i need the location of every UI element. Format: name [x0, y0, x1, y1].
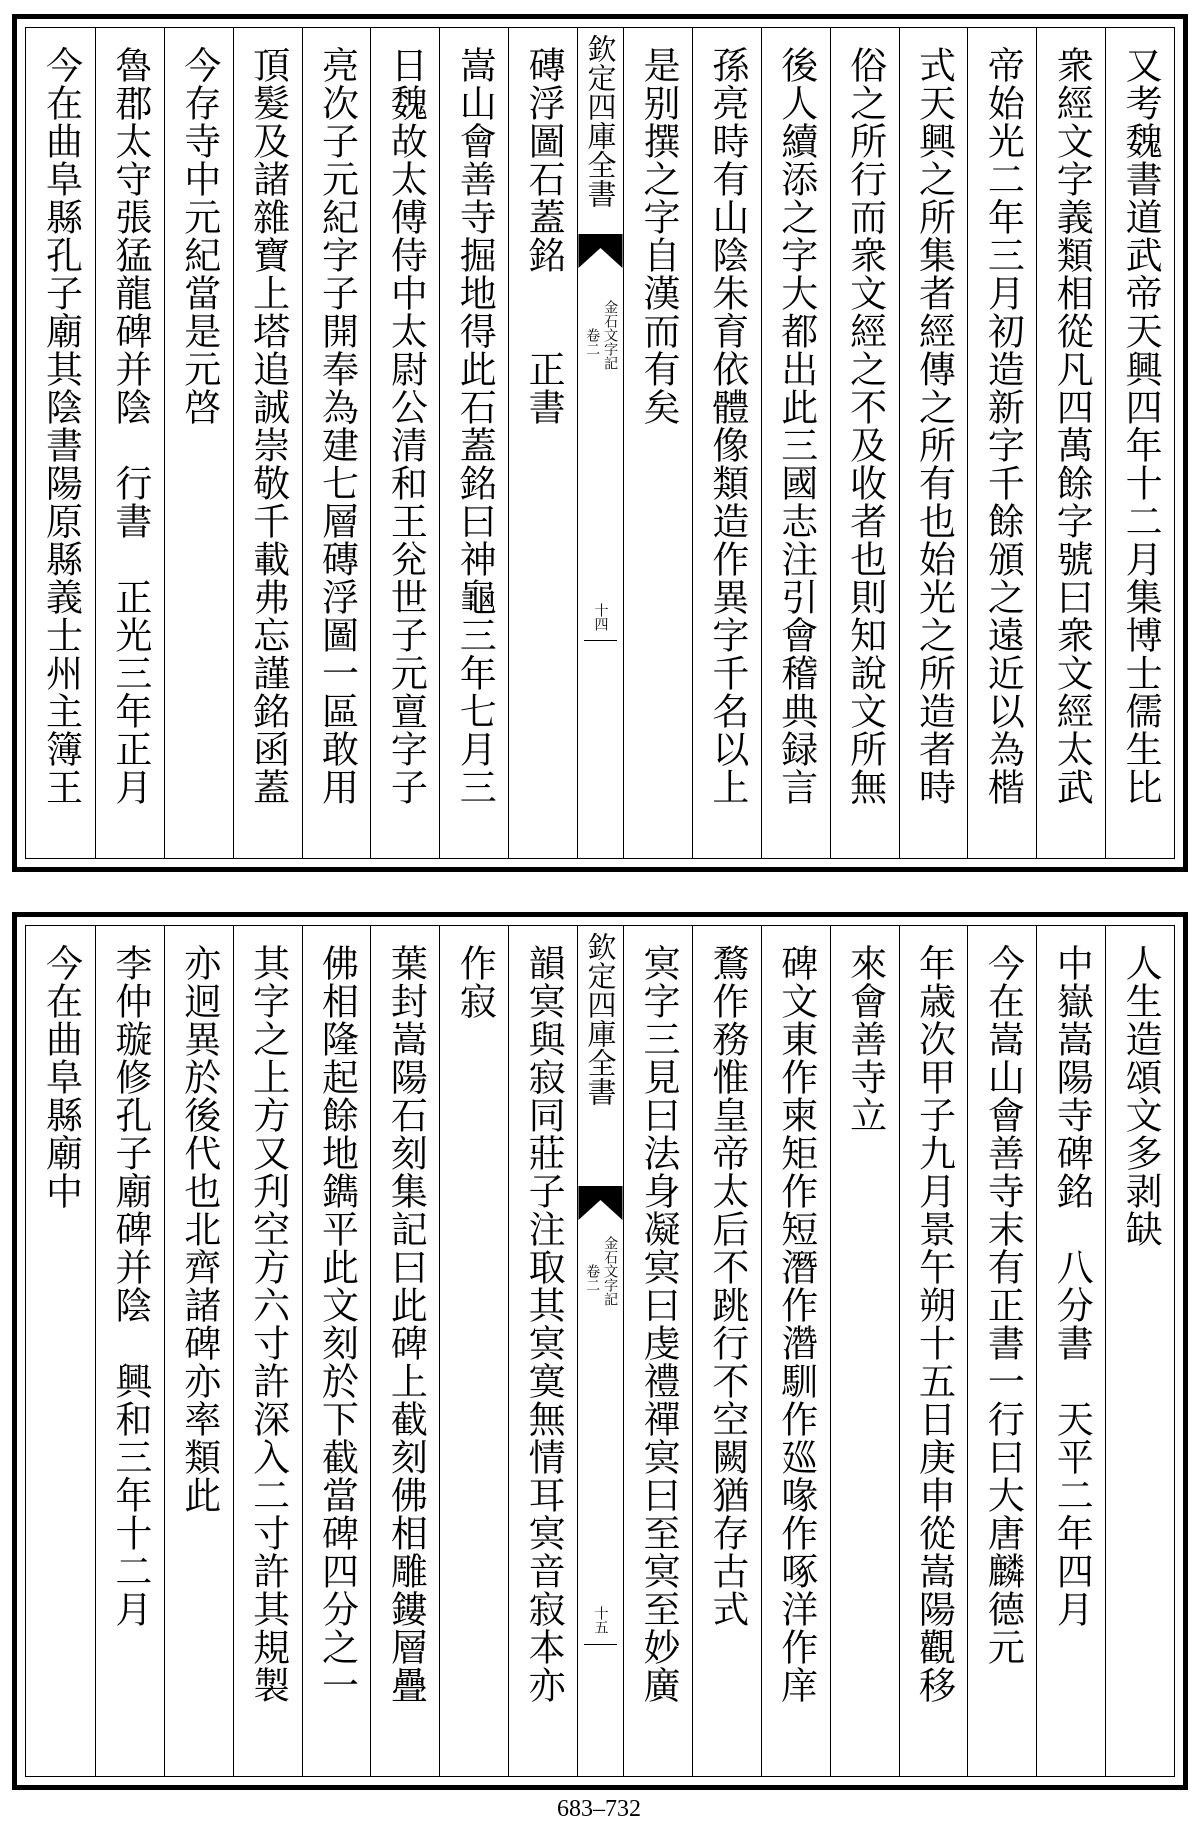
text-column: 今在嵩山會善寺末有正書一行曰大唐麟德元	[967, 926, 1036, 1776]
text-column: 今在曲阜縣孔子廟其陰書陽原縣義士州主簿王	[39, 46, 83, 806]
page-number: 十五	[592, 1606, 609, 1634]
fish-tail-mark-icon	[578, 234, 623, 268]
chapter-name: 卷二	[584, 1264, 601, 1292]
book-title: 欽定四庫全書	[583, 34, 618, 208]
text-column: 帝始光二年三月初造新字千餘頒之遠近以為楷	[967, 28, 1036, 858]
top-page	[12, 14, 1188, 872]
text-column: 今在曲阜縣廟中	[39, 944, 83, 1210]
text-column: 葉封嵩陽石刻集記曰此碑上截刻佛相雕鏤層疊	[370, 926, 439, 1776]
text-column: 磚浮圖石蓋銘 正書	[508, 28, 577, 858]
text-column: 俗之所行而衆文經之不及收者也則知說文所無	[830, 28, 899, 858]
text-column: 孫亮時有山陰朱育依體像類造作異字千名以上	[692, 28, 761, 858]
center-fold	[577, 926, 623, 1776]
page-number: 十四	[592, 603, 609, 631]
text-column: 年歳次甲子九月景午朔十五日庚申從嵩陽觀移	[899, 926, 968, 1776]
text-column: 佛相隆起餘地鐫平此文刻於下截當碑四分之一	[302, 926, 371, 1776]
book-title: 欽定四庫全書	[583, 932, 618, 1106]
text-column: 頂髮及諸雜寶上塔追誠崇敬千載弗忘謹銘函蓋	[233, 28, 302, 858]
text-column: 是别撰之字自漢而有矣	[623, 28, 692, 858]
text-column: 鶩作務惟皇帝太后不跳行不空闕猶存古式	[692, 926, 761, 1776]
center-fold	[577, 28, 623, 858]
text-column: 日魏故太傅侍中太尉公清和王兊世子元亶字子	[370, 28, 439, 858]
text-column: 作寂	[439, 926, 508, 1776]
text-column: 李仲璇修孔子廟碑并陰 興和三年十二月	[95, 926, 164, 1776]
page-footer-number: 683–732	[557, 1796, 641, 1822]
text-column: 韻㝠與寂同莊子注取其㝠寞無情耳㝠音寂本亦	[508, 926, 577, 1776]
fish-tail-mark-icon	[578, 1186, 623, 1220]
divider	[584, 640, 617, 641]
top-page-frame	[25, 27, 1175, 859]
chapter-name: 卷二	[584, 328, 601, 356]
volume-name: 金石文字記	[602, 1236, 619, 1306]
text-column: 碑文東作柬矩作短潛作濳馴作廵喙作啄洋作庠	[761, 926, 830, 1776]
volume-name: 金石文字記	[602, 300, 619, 370]
text-column: 亦迥異於後代也北齊諸碑亦率類此	[164, 926, 233, 1776]
text-column: 魯郡太守張猛龍碑并陰 行書 正光三年正月	[95, 28, 164, 858]
text-column: 來會善寺立	[830, 926, 899, 1776]
text-column: 人生造頌文多剥缺	[1105, 926, 1174, 1776]
divider	[584, 1644, 617, 1645]
text-column: 亮次子元紀字子開奉為建七層磚浮圖一區敢用	[302, 28, 371, 858]
text-column: 其字之上方又刋空方六寸許深入二寸許其規製	[233, 926, 302, 1776]
bottom-page	[12, 912, 1188, 1790]
text-column: 又考魏書道武帝天興四年十二月集博士儒生比	[1105, 28, 1174, 858]
bottom-page-frame	[25, 925, 1175, 1777]
text-column: 衆經文字義類相從凡四萬餘字號曰衆文經太武	[1036, 28, 1105, 858]
text-column: 中嶽嵩陽寺碑銘 八分書 天平二年四月	[1036, 926, 1105, 1776]
text-column: 式天興之所集者經傳之所有也始光之所造者時	[899, 28, 968, 858]
text-column: 今存寺中元紀當是元啓	[164, 28, 233, 858]
text-column: 㝠字三見曰法身凝㝠曰虔禮禪㝠曰至㝠至妙廣	[623, 926, 692, 1776]
text-column: 後人續添之字大都出此三國志注引會稽典録言	[761, 28, 830, 858]
text-column: 嵩山會善寺掘地得此石蓋銘曰神龜三年七月三	[439, 28, 508, 858]
